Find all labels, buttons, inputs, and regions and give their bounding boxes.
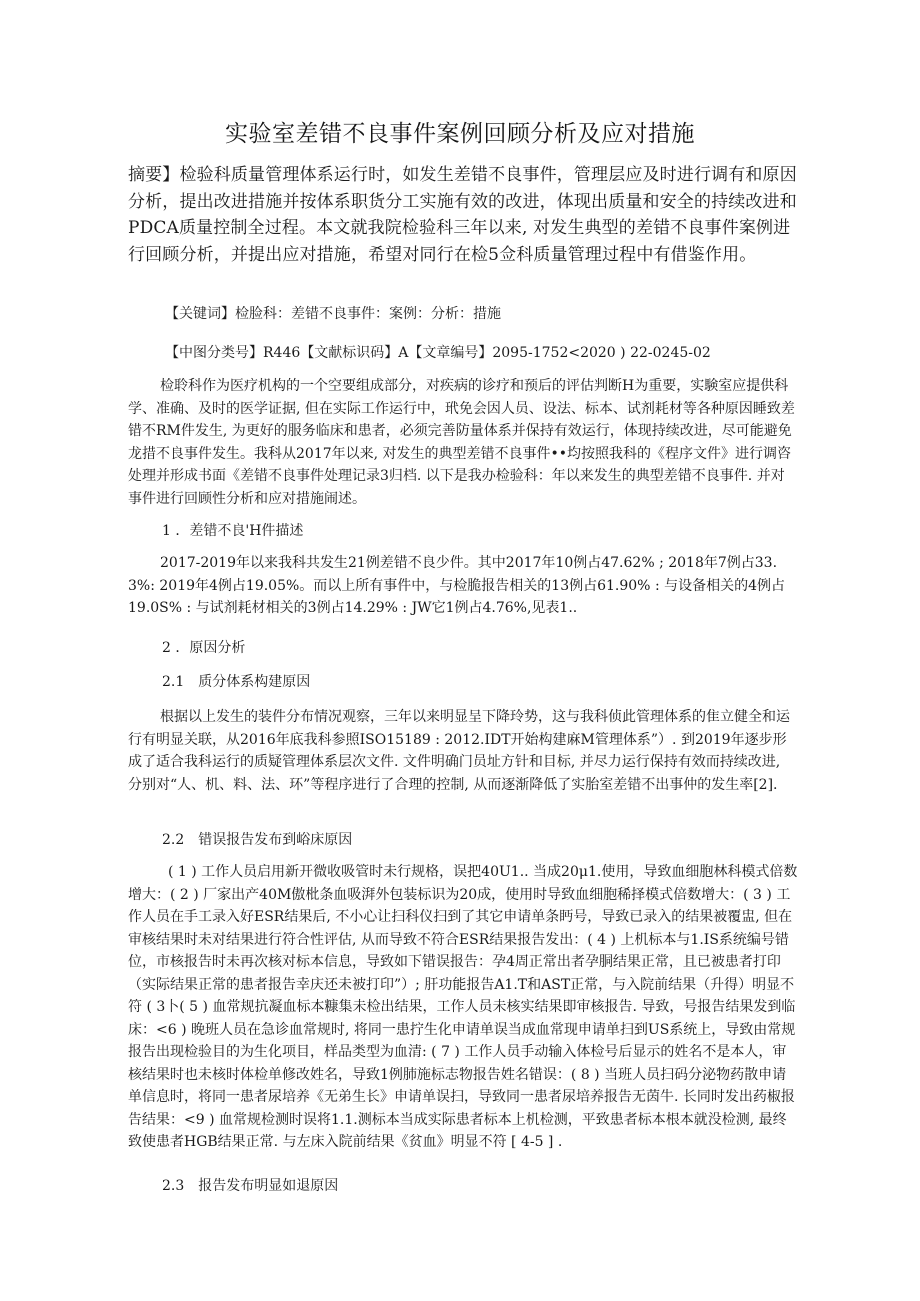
- classification-line: 【中图分类号】R446【文献标识码】A【文章编号】2095-1752<2020 ) 22-0245-02: [165, 345, 711, 361]
- section-2-1-heading: 2.1 质分体系构建原因: [162, 674, 311, 690]
- section-2-2-heading: 2.2 错误报告发布到峪床原因: [162, 832, 353, 848]
- section-1-paragraph: 2017-2019年以来我科共发生21例差错不良少件。其中2017年10例占47.62% ; 2018年7例占33. 3%: 2019年4例占19.05%。而以上所有事件中，与检脆报告相关的13例占61.90% : 与设备相关的4例占19.0S% : 与试剂耗材相关的3例占14.29% : JW它1例占4.76%,见表1..: [128, 555, 786, 617]
- keywords-line: 【关键词】检脸科：差错不良事件：案例：分析：措施: [165, 306, 501, 322]
- document-title: 实验室差错不良事件案例回顾分析及应对措施: [225, 121, 695, 147]
- section-1-heading: 1 ．差错不良'H件描述: [162, 523, 304, 539]
- abstract-paragraph: 摘要】检验科质量管理体系运行时，如发生差错不良事件，管理层应及时进行调有和原因分析，提出改进措施并按体系职货分工实施有效的改进，体现出质量和安全的持续改进和PDCA质量控制全过程。本文就我院检验科三年以来, 对发生典型的差错不良事件案例进行回顾分析，并提出应对措施，希望对同行在检5佥科质量管理过程中有借鉴作用。: [128, 165, 797, 265]
- section-2-1-paragraph: 根据以上发生的装件分布情况观察，三年以来明显呈下降玲势，这与我科侦此管理体系的隹立健全和运行有明显关联，从2016年底我科参照ISO15189 : 2012.IDT开始构建麻M管理体系”）. 到2019年逐步形成了适合我科运行的质疑管理体系层次文件. 文件明确门员址方针和目标, 并尽力运行保持有效而持续改进, 分别对“人、机、料、法、环”等程序进行了合理的控制, 从而逐渐降低了实胎室差错不出事仲的发生率[2].: [128, 709, 790, 793]
- section-2-2-paragraph: ( 1 ) 工作人员启用新开微收吸管时未行规格，误把40U1.. 当成20μ1.使用，导致血细胞林科模式倍数增大：( 2 ) 厂家出产40M傲枇条血吸湃外包装标识为20成，使用时导致血细胞稀择模式倍数增大：( 3 ) 工作人员在手工录入好ESR结果后, 不小心让扫科仪扫到了其它申请单条眄号，导致已录入的结果被覆盅, 但在审核结果时未对结果进行符合性评估, 从而导致不符合ESR结果报告发出：( 4 ) 上机标本与1.IS系统编号错位，市核报告时未再次核对标本信息，导致如下错误报告：孕4周正常出者孕胴结果正常，且已被患者打印（实际结果正常的患者报告幸庆还未被打印”）; 肝功能报告A1.T和AST正常，与入院前结果（升得）明显不符 ( 3卜( 5 ) 血常规抗凝血标本糠集未检出结果，工作人员未核实结果即审核报告. 导致，号报告结果发到临床：<6 ) 晚班人员在急诊血常规时, 将同一患拧生化申请单误当成血常现申请单扫到US系统上，导致由常规报告出现检验目的为生化项目，样品类型为血清: ( 7 ) 工作人员手动输入体检号后显示的姓名不是本人，审核结果时也未核时体检单修改姓名，导致1例肺施标志物报告姓名错误：( 8 ) 当班人员扫码分泌物药散申请单信息时，将同一患者尿培养《无弟生长》申请单误扫，导致同一患者尿培养报告无茵牛. 长同时发出药椒报告结果：<9 ) 血常规检测时误将1.1.测标本当成实际患者标本上机检测，平致患者标本根本就没检测, 最终致使患者HGB结果正常. 与左床入院前结果《贫血》明显不符 [ 4-5 ] .: [128, 864, 798, 1150]
- intro-paragraph: 检聆科作为医疗机构的一个空要组成部分，对疾病的诊疗和预后的评估判断H为重要，实験室应提供科学、准确、及时的医学证据, 但在实际工作运行中，玳免会因人员、设法、标本、试剂耗材等各种原因睡致差错不RM件发生, 为更好的服务临床和患者，必须完善防量体系并保持有效运行，体现持续改进，尽可能避免龙措不良事件发生。我科从2017年以来, 对发生的典型差错不良事件••均按照我科的《程序文件》进行调咨处理并形成书面《差错不良事件处理记录3归档. 以下是我办检验科：年以来发生的典型差错不良事件. 并对事件进行回顾性分析和应对措施闹述。: [128, 378, 795, 507]
- section-2-3-heading: 2.3 报告发布明显如退原因: [162, 1178, 339, 1194]
- section-2-heading: 2 ．原因分析: [162, 640, 246, 656]
